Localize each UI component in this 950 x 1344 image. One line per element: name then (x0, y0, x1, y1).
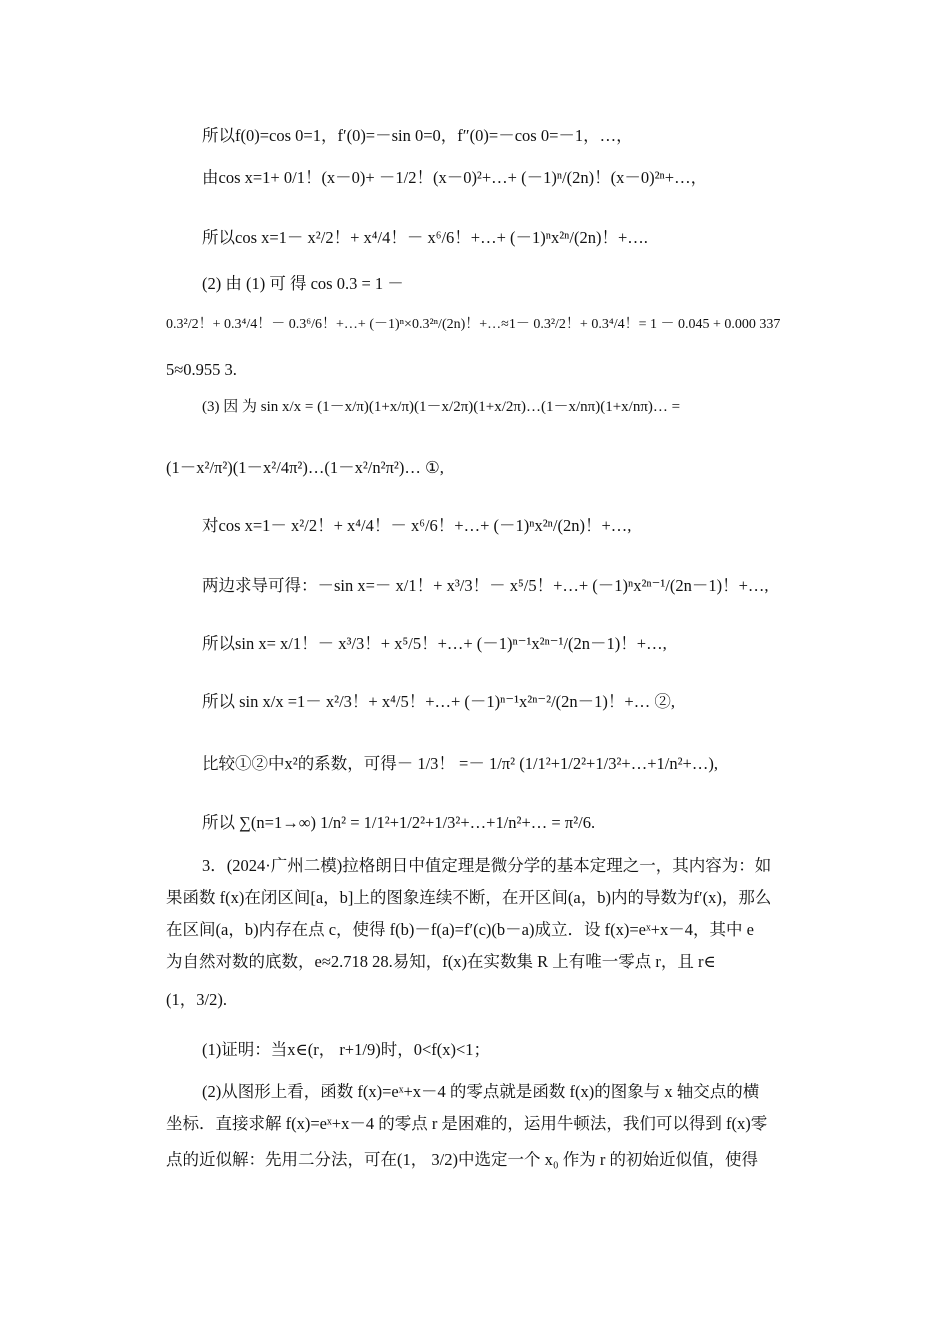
problem-3-line-4: 为自然对数的底数，e≈2.718 28.易知，f(x)在实数集 R 上有唯一零点 r，且 r∈ (166, 952, 716, 971)
problem-3-line-5: (1，3/2). (166, 990, 227, 1009)
line-10: 两边求导可得：－sin x=－ x/1！+ x³/3！－ x⁵/5！+…+ (－1)ⁿx²ⁿ⁻¹/(2n－1)！+…, (202, 576, 769, 595)
problem-3-line-2: 果函数 f(x)在闭区间[a，b]上的图象连续不断，在开区间(a，b)内的导数为f′(x)，那么 (166, 888, 772, 907)
line-6: 5≈0.955 3. (166, 360, 237, 379)
line-8: (1－x²/π²)(1－x²/4π²)…(1－x²/n²π²)… ①, (166, 458, 444, 477)
problem-3-part-2-line-2: 坐标．直接求解 f(x)=eˣ+x－4 的零点 r 是困难的，运用牛顿法，我们可以得到 f(x)零 (166, 1114, 768, 1133)
problem-3-part-2-line-3: 点的近似解：先用二分法，可在(1， 3/2)中选定一个 x₀ 作为 r 的初始近似值，使得 (166, 1150, 758, 1169)
line-9: 对cos x=1－ x²/2！+ x⁴/4！－ x⁶/6！+…+ (－1)ⁿx²ⁿ/(2n)！+…, (202, 516, 632, 535)
line-13: 比较①②中x²的系数，可得－ 1/3！ =－ 1/π² (1/1²+1/2²+1/3²+…+1/n²+…), (202, 754, 718, 773)
line-3: 所以cos x=1－ x²/2！+ x⁴/4！－ x⁶/6！+…+ (－1)ⁿx²ⁿ/(2n)！+…. (202, 228, 648, 247)
line-11: 所以sin x= x/1！－ x³/3！+ x⁵/5！+…+ (－1)ⁿ⁻¹x²ⁿ⁻¹/(2n－1)！+…, (202, 634, 667, 653)
line-4: (2) 由 (1) 可 得 cos 0.3 = 1 － (202, 274, 404, 293)
problem-3-part-2-line-1: (2)从图形上看，函数 f(x)=eˣ+x－4 的零点就是函数 f(x)的图象与 x 轴交点的横 (202, 1082, 760, 1101)
problem-3-line-3: 在区间(a，b)内存在点 c，使得 f(b)－f(a)=f′(c)(b－a)成立．设 f(x)=eˣ+x－4，其中 e (166, 920, 754, 939)
line-14: 所以 ∑(n=1→∞) 1/n² = 1/1²+1/2²+1/3²+…+1/n²+… = π²/6. (202, 813, 596, 832)
problem-3-line-1: 3．(2024·广州二模)拉格朗日中值定理是微分学的基本定理之一，其内容为：如 (202, 856, 772, 875)
line-2: 由cos x=1+ 0/1！(x－0)+ －1/2！(x－0)²+…+ (－1)ⁿ/(2n)！(x－0)²ⁿ+…， (202, 168, 708, 187)
line-5: 0.3²/2！+ 0.3⁴/4！－ 0.3⁶/6！+…+ (－1)ⁿ×0.3²ⁿ/(2n)！+…≈1－ 0.3²/2！+ 0.3⁴/4！= 1 － 0.045 + 0.000 337 (166, 317, 781, 332)
line-12: 所以 sin x/x =1－ x²/3！+ x⁴/5！+…+ (－1)ⁿ⁻¹x²ⁿ⁻²/(2n－1)！+… ②, (202, 692, 675, 711)
line-7: (3) 因 为 sin x/x = (1－x/π)(1+x/π)(1－x/2π)(1+x/2π)…(1－x/nπ)(1+x/nπ)… = (202, 399, 681, 415)
line-1: 所以f(0)=cos 0=1，f′(0)=－sin 0=0，f″(0)=－cos 0=－1，…， (202, 126, 633, 145)
problem-3-part-1: (1)证明：当x∈(r， r+1/9)时，0<f(x)<1； (202, 1040, 491, 1059)
